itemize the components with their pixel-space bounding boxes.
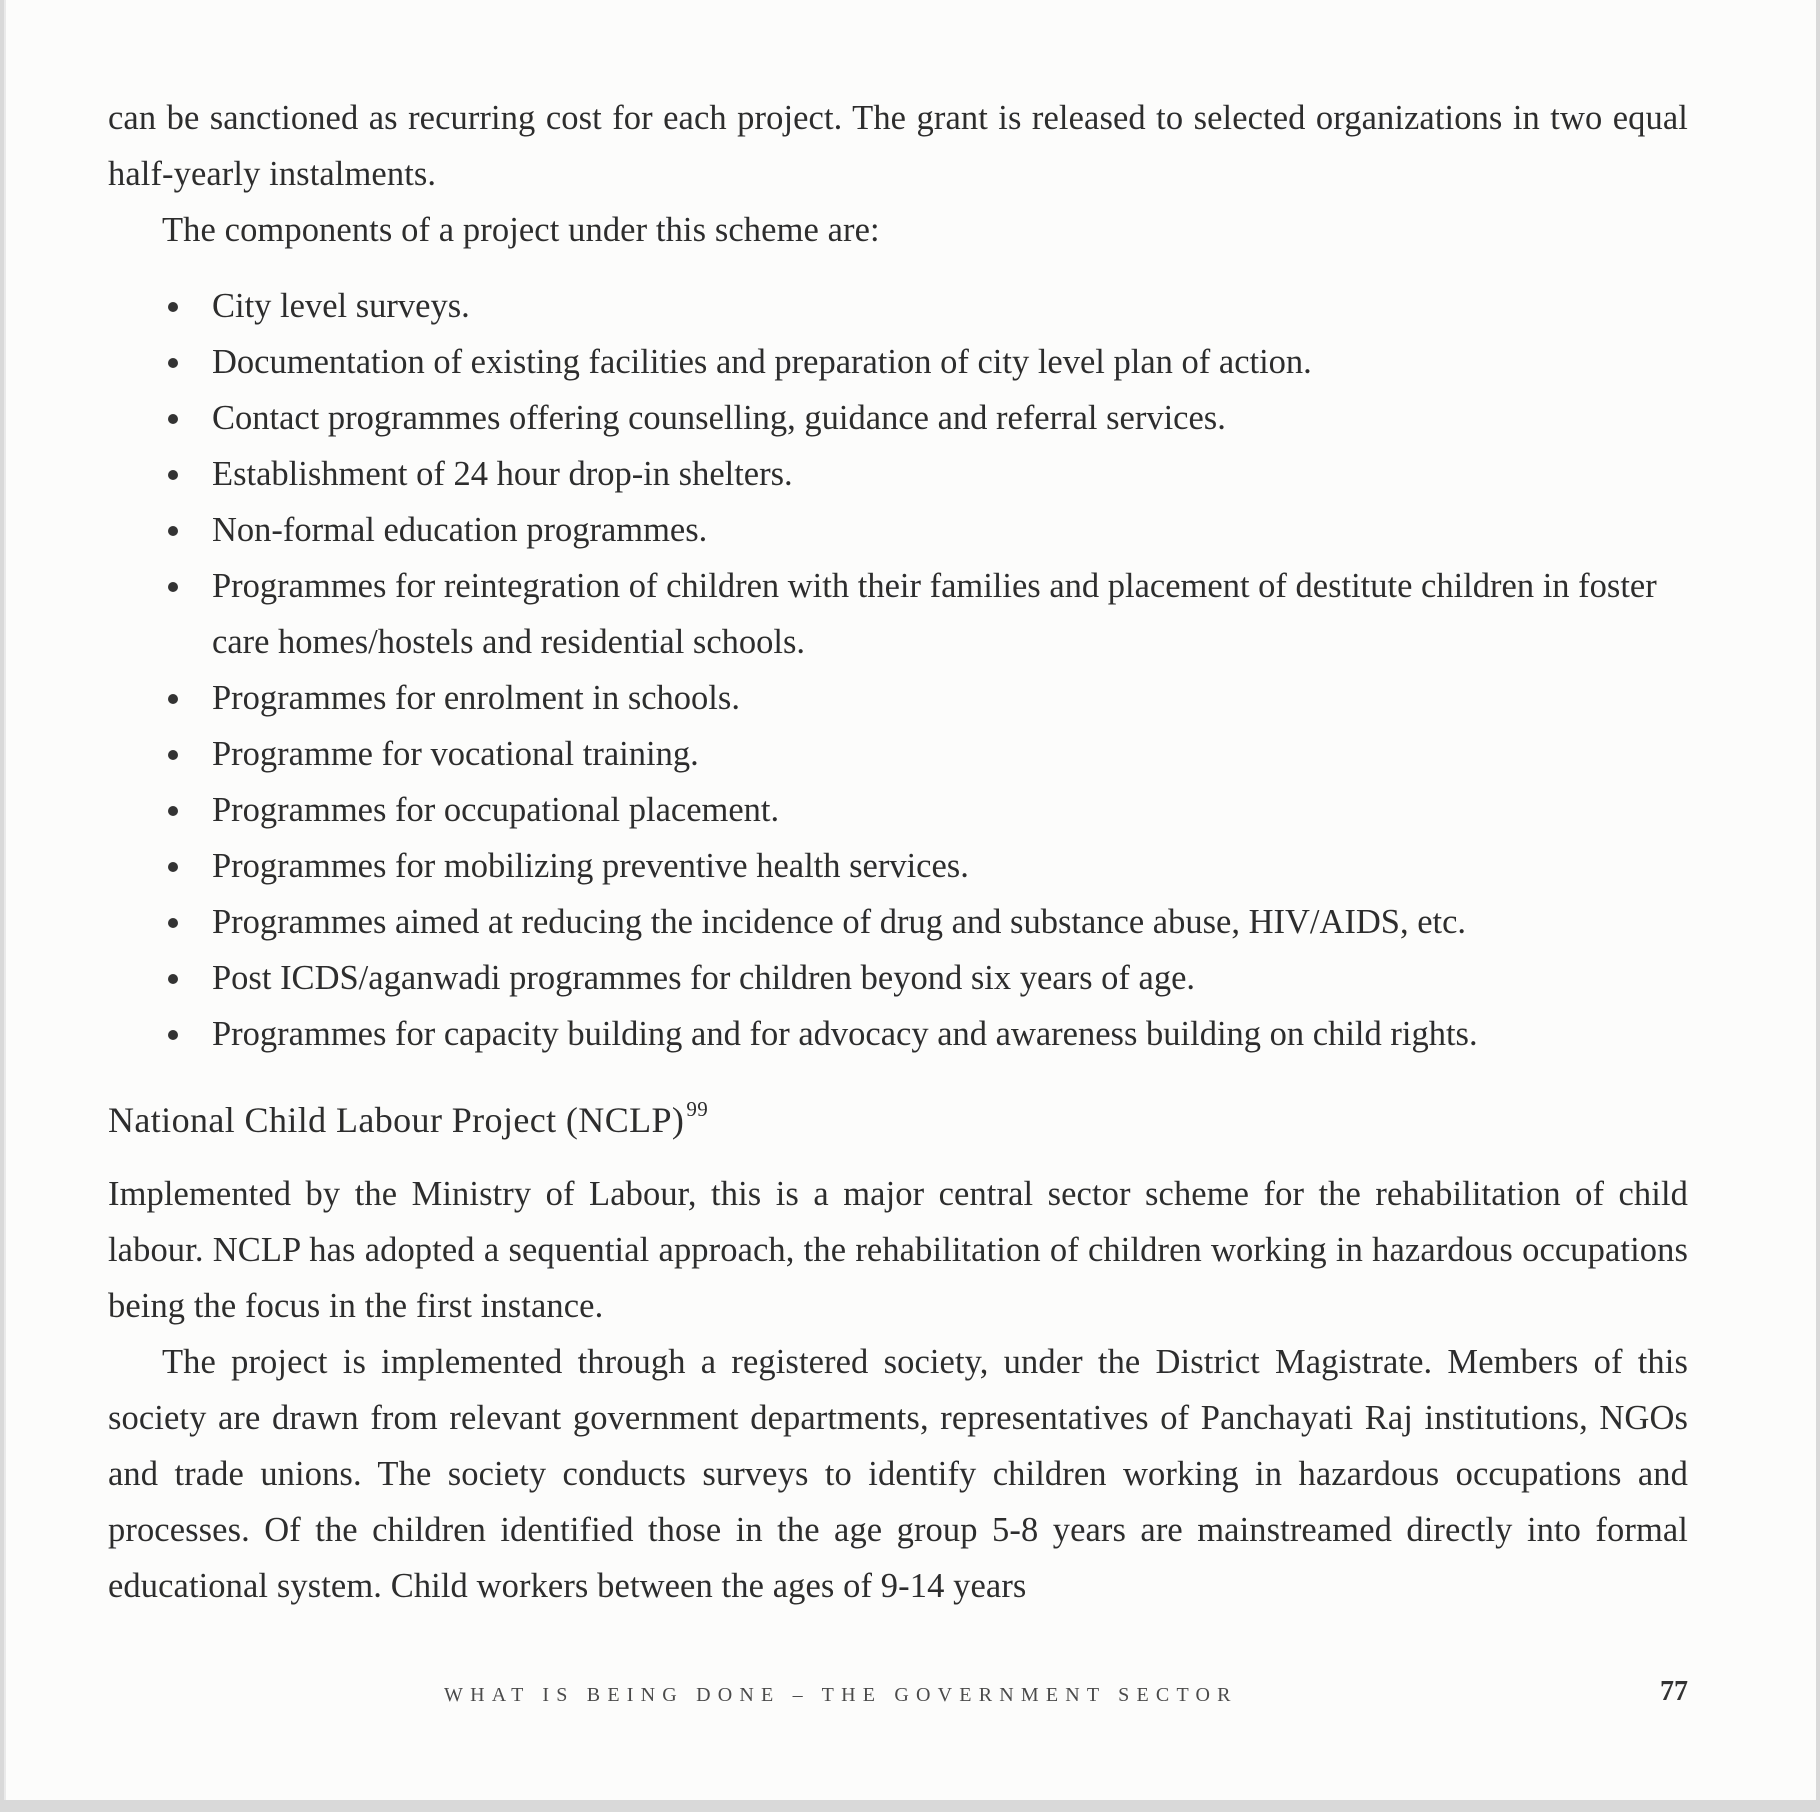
section-heading-nclp xyxy=(108,1092,708,1148)
list-item: Programmes for capacity building and for advocacy and awareness building on child rights. xyxy=(108,1006,1688,1062)
intro-paragraph: can be sanctioned as recurring cost for each project. The grant is released to selected organizations in two equal half-yearly instalments. xyxy=(108,99,1688,193)
nclp-paragraph-2-block xyxy=(108,1334,1688,1614)
running-head: WHAT IS BEING DONE – THE GOVERNMENT SECTOR xyxy=(444,1684,1238,1706)
components-intro-text: The components of a project under this scheme are: xyxy=(162,211,880,249)
nclp-paragraph-2: The project is implemented through a registered society, under the District Magistrate. Members of this society are drawn from relevant government departments, representatives of Panchayati Raj institutions, NGOs and trade unions. The society conducts surveys to identify children working in hazardous occupations and processes. Of the children identified those in the age group 5-8 years are mainstreamed directly into formal educational system. Child workers between the ages of 9-14 years xyxy=(108,1343,1688,1605)
page-footer xyxy=(4,1676,1816,1716)
list-item: Programmes for mobilizing preventive health services. xyxy=(108,838,1688,894)
nclp-paragraph-1: Implemented by the Ministry of Labour, this is a major central sector scheme for the rehabilitation of child labour. NCLP has adopted a sequential approach, the rehabilitation of children working in hazardous occupations being the focus in the first instance. xyxy=(108,1175,1688,1325)
list-item: Post ICDS/aganwadi programmes for children beyond six years of age. xyxy=(108,950,1688,1006)
footnote-reference: 99 xyxy=(686,1097,709,1121)
list-item: City level surveys. xyxy=(108,278,1688,334)
components-intro-block xyxy=(108,202,1688,258)
list-item: Programmes for enrolment in schools. xyxy=(108,670,1688,726)
section-heading-text: National Child Labour Project (NCLP) xyxy=(108,1100,685,1140)
list-item: Programme for vocational training. xyxy=(108,726,1688,782)
list-item: Programmes aimed at reducing the incidence of drug and substance abuse, HIV/AIDS, etc. xyxy=(108,894,1688,950)
intro-paragraph-block xyxy=(108,90,1688,202)
list-item: Programmes for occupational placement. xyxy=(108,782,1688,838)
document-page xyxy=(4,0,1816,1800)
nclp-paragraph-1-block xyxy=(108,1166,1688,1334)
list-item: Non-formal education programmes. xyxy=(108,502,1688,558)
list-item: Programmes for reintegration of children with their families and placement of destitute children in foster care homes/hostels and residential schools. xyxy=(108,558,1688,670)
list-item: Establishment of 24 hour drop-in shelters. xyxy=(108,446,1688,502)
list-item: Documentation of existing facilities and preparation of city level plan of action. xyxy=(108,334,1688,390)
page-number: 77 xyxy=(1660,1676,1688,1707)
components-list xyxy=(108,278,1688,1062)
list-item: Contact programmes offering counselling, guidance and referral services. xyxy=(108,390,1688,446)
